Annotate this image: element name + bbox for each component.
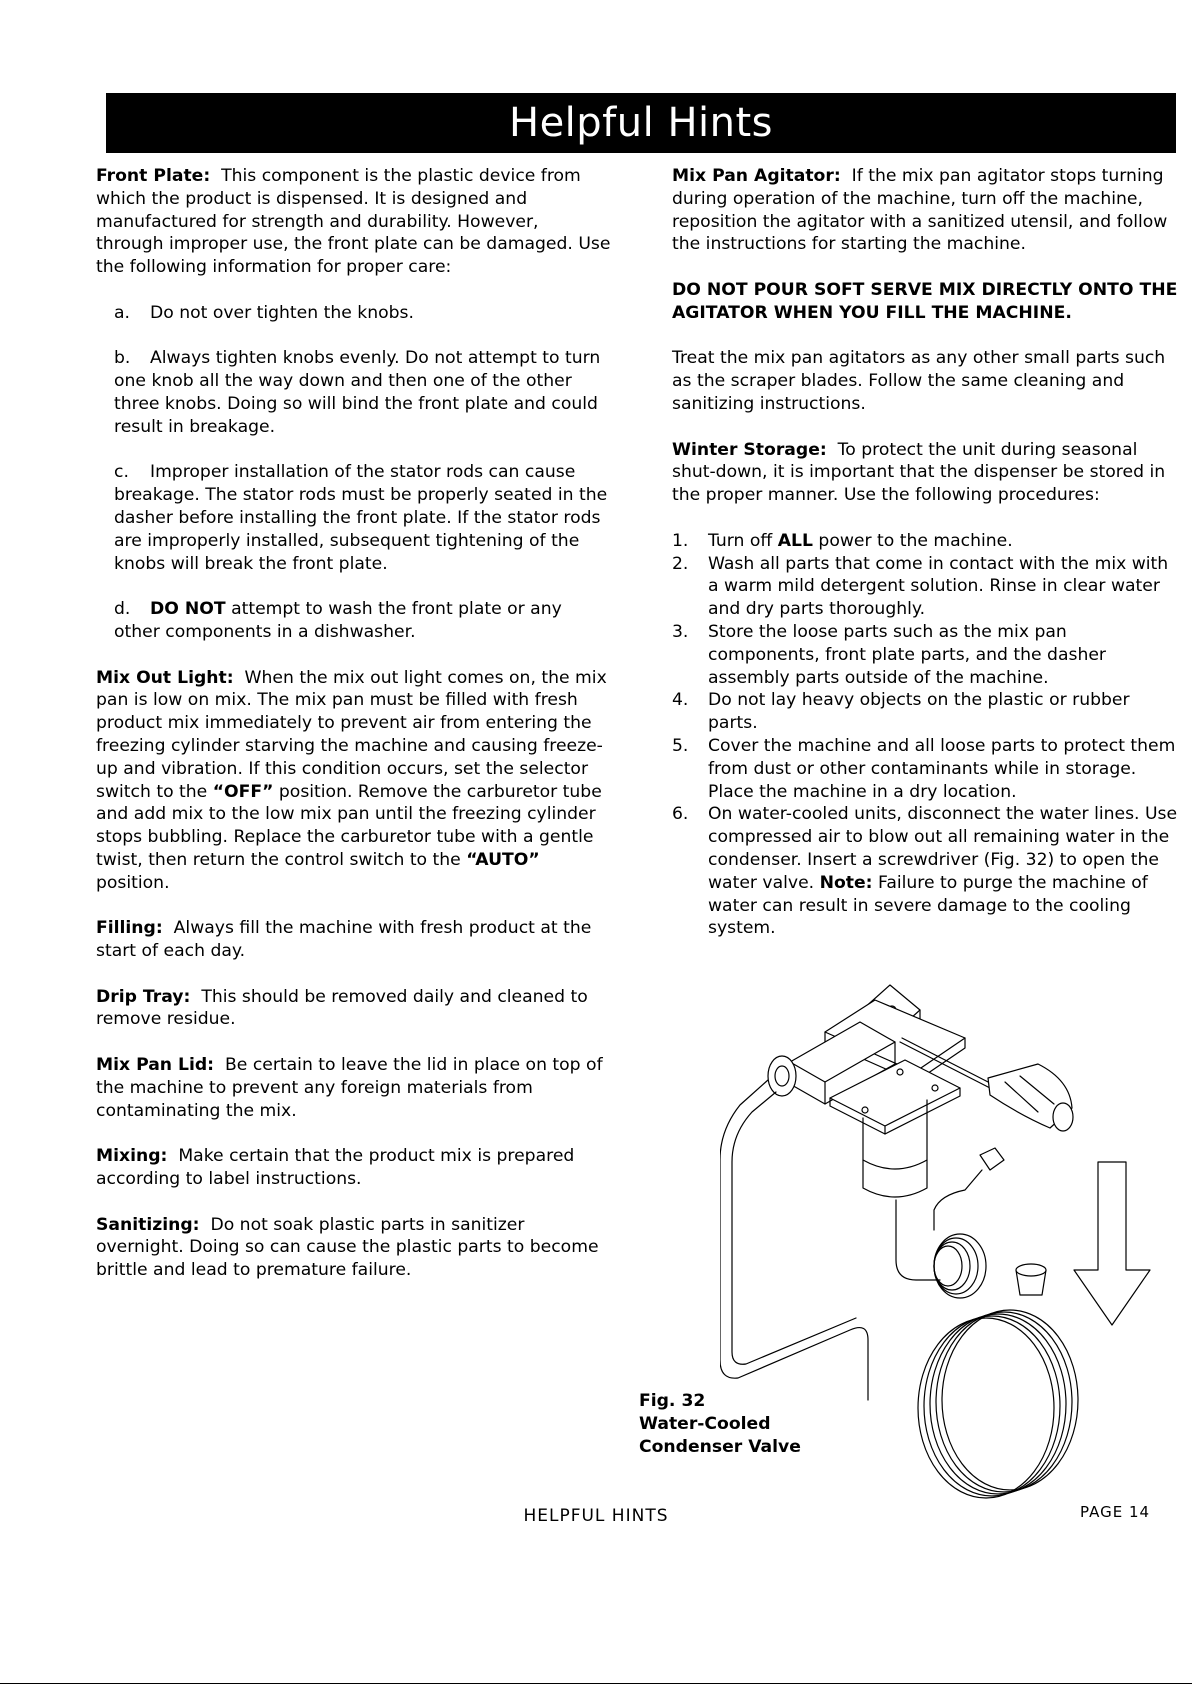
step-number: 4. [672,690,689,711]
mix-pan-lid-heading: Mix Pan Lid: [96,1055,215,1076]
bottom-rule [0,1683,1192,1684]
step-text: power to the machine. [818,530,1013,551]
filling-paragraph [96,917,611,963]
figure-caption-line-2: Water-Cooled [639,1414,771,1434]
front-plate-paragraph [96,165,611,279]
item-text: Do not over tighten the knobs. [150,302,414,323]
storage-step-3 [672,621,1182,689]
mixing-paragraph [96,1145,611,1191]
item-text: Always tighten knobs evenly. Do not attempt to turn one knob all the way down and then one of the other three knobs. Doing so will bind the front plate and could result in breakage. [114,348,601,437]
step-text: Do not lay heavy objects on the plastic or rubber parts. [708,690,1130,734]
item-bold: DO NOT [150,599,226,620]
storage-step-6 [672,803,1182,940]
step-bold: ALL [777,530,813,551]
step-text: Store the loose parts such as the mix pan components, front plate parts, and the dasher assembly parts outside of the machine. [708,621,1106,688]
auto-label: “AUTO” [466,849,540,870]
filling-text: Always fill the machine with fresh product at the start of each day. [96,918,592,962]
figure-caption-line-3: Condenser Valve [639,1437,801,1457]
mix-pan-lid-text: Be certain to leave the lid in place on top of the machine to prevent any foreign materials from contaminating the mix. [96,1055,603,1121]
mix-out-light-text-3: position. [96,872,170,893]
step-text: On water-cooled units, disconnect the water lines. Use compressed air to blow out all remaining water in the condenser. Insert a screwdriver (Fig. 32) to open the water valve. [708,804,1178,893]
mix-out-light-paragraph [96,667,611,895]
note-label: Note: [819,872,873,893]
front-plate-item-a [114,302,611,325]
storage-step-4 [672,689,1182,735]
step-text: Turn off [708,530,773,551]
sanitizing-heading: Sanitizing: [96,1214,200,1235]
note-text: Failure to purge the machine of water can result in severe damage to the cooling system. [708,872,1148,939]
off-label: “OFF” [212,781,274,802]
item-letter: b. [114,348,131,369]
mixing-heading: Mixing: [96,1146,168,1167]
front-plate-item-b [114,347,611,438]
agitator-text: If the mix pan agitator stops turning during operation of the machine, turn off the machine, reposition the agitator with a sanitized utensil, and follow the instructions for starting the machine. [672,166,1168,255]
sanitizing-paragraph [96,1214,611,1282]
mix-out-light-text-1: When the mix out light comes on, the mix pan is low on mix. The mix pan must be filled with fresh product mix immediately to prevent air from entering the freezing cylinder starving the machine and causing freeze-up and vibration. If this condition occurs, set the selector switch to the [96,667,607,802]
front-plate-heading: Front Plate: [96,166,211,186]
front-plate-text: This component is the plastic device from which the product is dispensed. It is designed and manufactured for strength and durability. However, through improper use, the front plate can be damaged. Use the following information for proper care: [96,166,611,278]
mix-out-light-heading: Mix Out Light: [96,667,234,688]
agitator-warning: DO NOT POUR SOFT SERVE MIX DIRECTLY ONTO THE AGITATOR WHEN YOU FILL THE MACHINE. [672,279,1178,323]
step-number: 6. [672,804,689,825]
storage-step-1 [672,530,1182,553]
step-number: 5. [672,735,689,756]
step-text: Cover the machine and all loose parts to protect them from dust or other contaminants while in storage. Place the machine in a dry location. [708,735,1176,802]
figure-caption [639,1390,801,1459]
footer-section-label: HELPFUL HINTS [523,1506,669,1526]
item-text: attempt to wash the front plate or any other components in a dishwasher. [114,599,562,642]
step-number: 1. [672,530,689,551]
mix-out-light-text-2: position. Remove the carburetor tube and add mix to the low mix pan until the freezing cylinder stops bubbling. Replace the carburetor tube with a gentle twist, then return the control switch to the [96,781,602,870]
agitator-paragraph [672,165,1182,256]
front-plate-item-c [114,461,611,575]
winter-storage-heading: Winter Storage: [672,439,827,460]
item-text: Improper installation of the stator rods can cause breakage. The stator rods must be properly seated in the dasher before installing the front plate. If the stator rods are improperly installed, subsequent tightening of the knobs will break the front plate. [114,462,608,574]
step-text: Wash all parts that come in contact with the mix with a warm mild detergent solution. Rinse in clear water and dry parts thoroughly. [708,553,1169,620]
step-number: 2. [672,553,689,574]
step-number: 3. [672,621,689,642]
mixing-text: Make certain that the product mix is prepared according to label instructions. [96,1146,575,1190]
item-letter: c. [114,462,129,483]
item-letter: a. [114,302,130,323]
drip-tray-paragraph [96,986,611,1032]
right-column [672,165,1182,940]
drip-tray-heading: Drip Tray: [96,986,191,1007]
agitator-heading: Mix Pan Agitator: [672,166,841,186]
mix-pan-lid-paragraph [96,1054,611,1122]
item-letter: d. [114,599,131,620]
filling-heading: Filling: [96,918,163,939]
treat-paragraph: Treat the mix pan agitators as any other small parts such as the scraper blades. Follow the same cleaning and sanitizing instructions. [672,348,1166,414]
drip-tray-text: This should be removed daily and cleaned to remove residue. [96,986,588,1030]
storage-step-2 [672,553,1182,621]
page-number: PAGE 14 [1080,1503,1151,1521]
winter-storage-paragraph [672,439,1182,507]
storage-step-5 [672,735,1182,803]
front-plate-item-d [114,598,611,644]
left-column [96,165,611,1305]
winter-storage-text: To protect the unit during seasonal shut-down, it is important that the dispenser be stored in the proper manner. Use the following procedures: [672,439,1166,506]
sanitizing-text: Do not soak plastic parts in sanitizer overnight. Doing so can cause the plastic parts to become brittle and lead to premature failure. [96,1214,599,1281]
page-title: Helpful Hints [106,93,1176,153]
storage-steps [672,530,1182,940]
figure-caption-line-1: Fig. 32 [639,1391,706,1411]
